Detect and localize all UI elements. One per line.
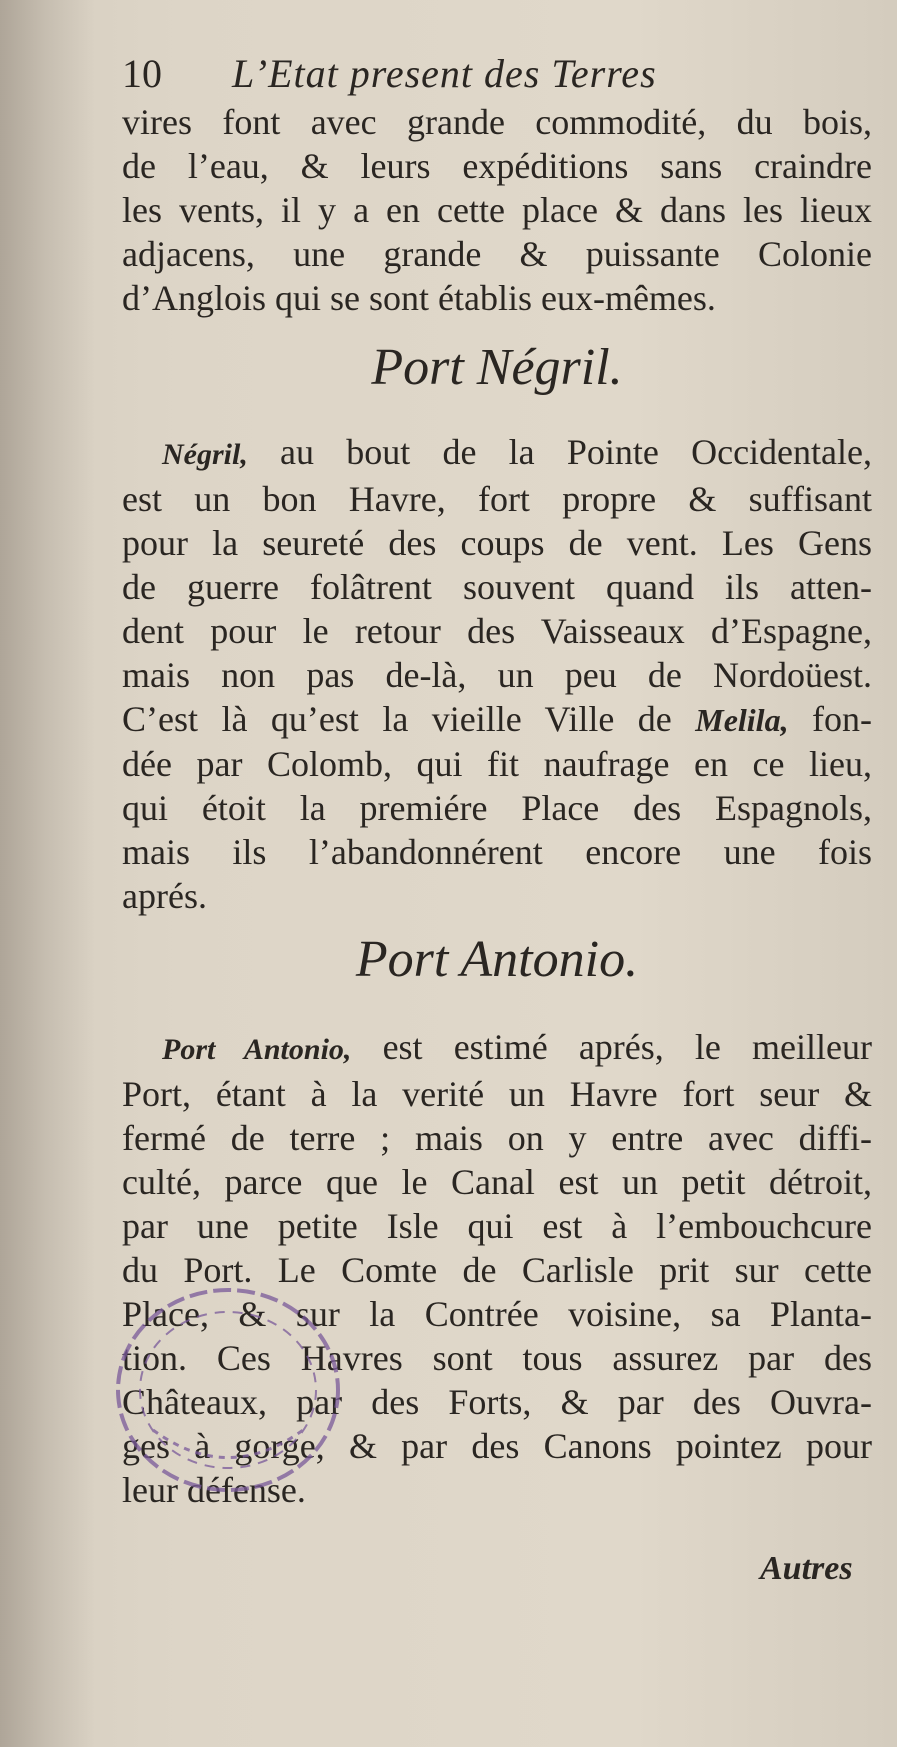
text-line: ges à gorge, & par des Canons pointez pour — [122, 1426, 872, 1466]
text-line: culté, parce que le Canal est un petit détroit, — [122, 1162, 872, 1202]
text-line: les vents, il y a en cette place & dans les lieux — [122, 190, 872, 230]
text-line: Châteaux, par des Forts, & par des Ouvra- — [122, 1382, 872, 1422]
running-title: L’Etat present des Terres — [232, 51, 657, 96]
line-text: au bout de la Pointe Occidentale, — [247, 432, 872, 472]
text-line: mais non pas de-là, un peu de Nordoüest. — [122, 655, 872, 695]
port-antonio-paragraph — [122, 1025, 872, 1512]
text-line: aprés. — [122, 876, 207, 916]
text-line: Port, étant à la verité un Havre fort seur & — [122, 1074, 872, 1114]
text-line: pour la seureté des coups de vent. Les Gens — [122, 523, 872, 563]
port-negril-paragraph — [122, 430, 872, 918]
section-heading-port-negril: Port Négril. — [371, 339, 623, 396]
section-heading-port-antonio: Port Antonio. — [355, 931, 639, 988]
page-gutter-shadow — [0, 0, 95, 1747]
text-line — [122, 1025, 872, 1072]
text-line: leur défense. — [122, 1470, 306, 1510]
text-line: dée par Colomb, qui fit naufrage en ce lieu, — [122, 744, 872, 784]
opening-paragraph — [122, 100, 872, 320]
text-line: dent pour le retour des Vaisseaux d’Espagne, — [122, 611, 872, 651]
text-line: du Port. Le Comte de Carlisle prit sur cette — [122, 1250, 872, 1290]
line-text: est estimé aprés, le meilleur — [351, 1027, 872, 1067]
line-text: fon- — [788, 699, 872, 739]
text-line: adjacens, une grande & puissante Colonie — [122, 234, 872, 274]
text-line — [122, 430, 872, 477]
text-line: fermé de terre ; mais on y entre avec diffi- — [122, 1118, 872, 1158]
text-line: par une petite Isle qui est à l’embouchcure — [122, 1206, 872, 1246]
lead-word: Négril, — [162, 438, 248, 471]
lead-word: Port Antonio, — [162, 1033, 352, 1066]
text-line: qui étoit la premiére Place des Espagnols, — [122, 788, 872, 828]
text-line: de guerre folâtrent souvent quand ils atten- — [122, 567, 872, 607]
text-line: est un bon Havre, fort propre & suffisant — [122, 479, 872, 519]
text-line — [122, 697, 872, 742]
text-line: tion. Ces Havres sont tous assurez par des — [122, 1338, 872, 1378]
text-line: Place, & sur la Contrée voisine, sa Planta- — [122, 1294, 872, 1334]
text-line: vires font avec grande commodité, du bois, — [122, 102, 872, 142]
page-number: 10 — [122, 51, 162, 96]
line-text: C’est là qu’est la vieille Ville de — [122, 699, 696, 739]
running-header — [122, 50, 882, 98]
place-name: Melila, — [695, 702, 789, 738]
text-line: de l’eau, & leurs expéditions sans craindre — [122, 146, 872, 186]
catchword: Autres — [760, 1550, 853, 1587]
text-line: d’Anglois qui se sont établis eux-mêmes. — [122, 278, 716, 318]
text-line: mais ils l’abandonnérent encore une fois — [122, 832, 872, 872]
